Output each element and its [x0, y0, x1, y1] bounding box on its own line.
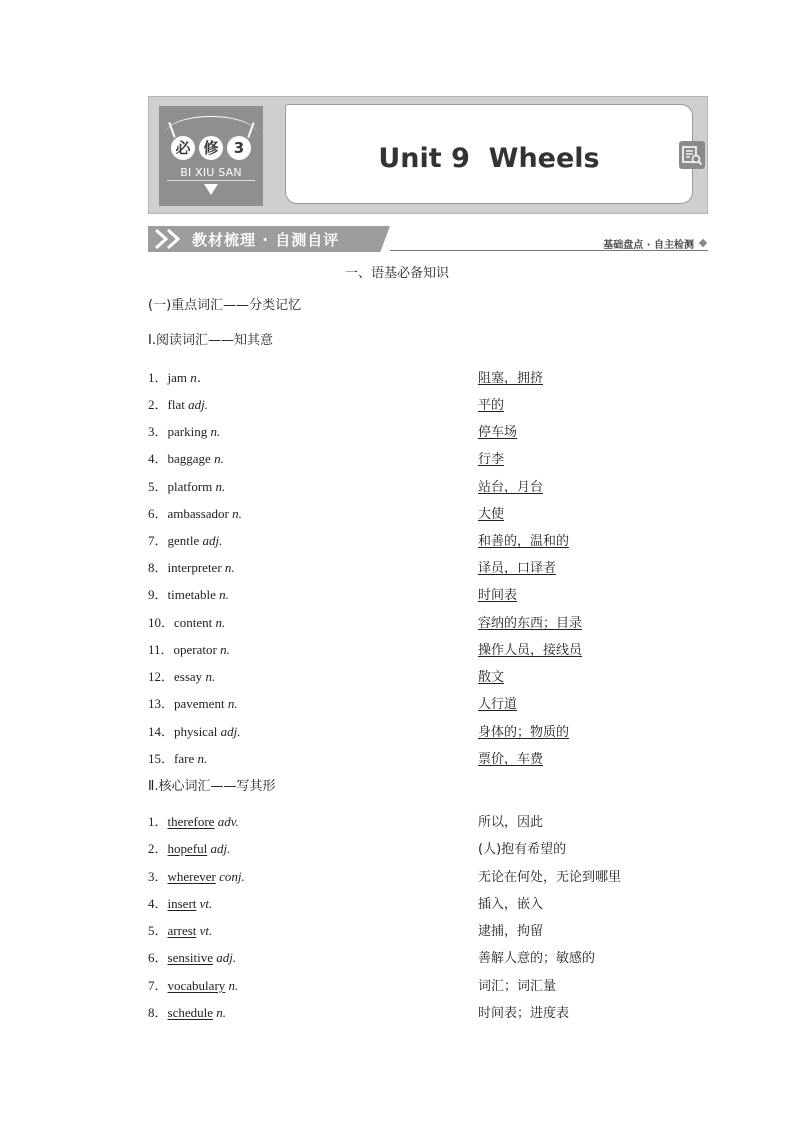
- vocab-english: [148, 748, 207, 767]
- item-number: 2．: [148, 841, 168, 856]
- part-of-speech: n.: [210, 424, 221, 439]
- badge-char: 修: [199, 136, 223, 160]
- vocab-row: [148, 394, 668, 412]
- part-of-speech: n.: [205, 669, 216, 684]
- vocab-row: [148, 584, 668, 602]
- vocab-row: [148, 367, 668, 385]
- vocab-word: parking: [167, 424, 208, 439]
- vocab-word: content: [174, 615, 213, 630]
- unit-banner: [148, 96, 708, 214]
- vocab-row: [148, 639, 668, 657]
- vocab-word: baggage: [167, 451, 211, 466]
- vocab-word: flat: [167, 397, 185, 412]
- part-of-speech: adj.: [202, 533, 223, 548]
- vocab-meaning: 平的: [478, 398, 505, 413]
- vocab-word: operator: [173, 642, 217, 657]
- vocab-meaning: 插入，嵌入: [478, 897, 544, 912]
- section-title-part: 自评: [307, 231, 340, 249]
- part-of-speech: adj.: [210, 841, 231, 856]
- vocab-row: [148, 476, 668, 494]
- vocab-english: [148, 693, 238, 712]
- vocab-row: [148, 811, 668, 829]
- vocab-row: [148, 893, 668, 911]
- badge-pinyin: BI XIU SAN: [180, 166, 242, 179]
- section-title-part: 测: [291, 231, 308, 249]
- vocab-row: [148, 693, 668, 711]
- item-number: 9．: [148, 587, 168, 602]
- book-search-icon[interactable]: [679, 141, 705, 169]
- group-heading-reading: Ⅰ.阅读词汇——知其意: [148, 333, 273, 348]
- badge-triangle-icon: [204, 184, 218, 195]
- vocab-meaning: 操作人员，接线员: [478, 643, 583, 658]
- section-title-part: 梳理: [224, 231, 257, 249]
- vocab-english: [148, 893, 212, 912]
- vocab-english: [148, 448, 224, 467]
- double-chevron-icon: [152, 228, 192, 250]
- vocab-english: [148, 394, 208, 413]
- vocab-word: sensitive: [167, 950, 214, 965]
- part-of-speech: adj.: [216, 950, 237, 965]
- vocab-row: [148, 838, 668, 856]
- part-of-speech: conj.: [219, 869, 245, 884]
- vocab-english: [148, 557, 235, 576]
- vocab-english: [148, 476, 225, 495]
- main-heading: 一、语基必备知识: [344, 266, 449, 281]
- badge-char: 3: [227, 136, 251, 160]
- item-number: 10．: [148, 615, 175, 630]
- vocab-word: schedule: [167, 1005, 213, 1020]
- vocab-row: [148, 721, 668, 739]
- vocab-word: arrest: [167, 923, 197, 938]
- vocab-row: [148, 421, 668, 439]
- item-number: 8．: [148, 1005, 168, 1020]
- vocab-meaning: 和善的，温和的: [478, 534, 570, 549]
- subheading: (一)重点词汇——分类记忆: [148, 298, 302, 313]
- vocab-row: [148, 866, 668, 884]
- item-number: 1．: [148, 370, 168, 385]
- vocab-word: pavement: [174, 696, 225, 711]
- part-of-speech: n.: [197, 751, 208, 766]
- vocab-meaning: 人行道: [478, 697, 518, 712]
- vocab-meaning: 大使: [478, 507, 505, 522]
- part-of-speech: adj.: [188, 397, 208, 412]
- item-number: 5．: [148, 479, 168, 494]
- vocab-row: [148, 1002, 668, 1020]
- vocab-row: [148, 530, 668, 548]
- vocab-word: ambassador: [167, 506, 229, 521]
- section-title-part: 自: [275, 231, 292, 249]
- vocab-english: [148, 811, 239, 830]
- item-number: 12．: [148, 669, 175, 684]
- vocab-meaning: 容纳的东西；目录: [478, 616, 583, 631]
- vocab-row: [148, 947, 668, 965]
- vocab-meaning: 票价，车费: [478, 752, 544, 767]
- item-number: 14．: [148, 724, 175, 739]
- part-of-speech: n.: [220, 642, 230, 657]
- part-of-speech: n.: [216, 1005, 226, 1020]
- vocab-row: [148, 612, 668, 630]
- vocab-meaning: 译员，口译者: [478, 561, 557, 576]
- vocab-meaning: 身体的；物质的: [478, 725, 570, 740]
- item-number: 3．: [148, 869, 168, 884]
- badge-char: 必: [171, 136, 195, 160]
- badge-divider: [167, 180, 255, 181]
- part-of-speech: n.: [214, 451, 224, 466]
- part-of-speech: adj.: [220, 724, 241, 739]
- item-number: 11．: [148, 642, 174, 657]
- item-number: 13．: [148, 696, 175, 711]
- vocab-row: [148, 448, 668, 466]
- part-of-speech: n.: [227, 696, 238, 711]
- vocab-english: [148, 838, 230, 857]
- part-of-speech: adv.: [217, 814, 239, 829]
- section-header-bar: [148, 226, 708, 254]
- section-title-part: 材: [208, 231, 225, 249]
- vocab-english: [148, 612, 225, 631]
- section-title-dot: ·: [262, 231, 269, 249]
- item-number: 6．: [148, 506, 168, 521]
- item-number: 8．: [148, 560, 168, 575]
- vocab-meaning: 阻塞，拥挤: [478, 371, 544, 386]
- vocab-row: [148, 975, 668, 993]
- vocab-meaning: 站台，月台: [478, 480, 544, 495]
- vocab-meaning: 善解人意的；敏感的: [478, 951, 596, 966]
- vocab-row: [148, 920, 668, 938]
- unit-title-box: [285, 104, 693, 204]
- badge-arc-decoration: [165, 116, 257, 134]
- vocab-english: [148, 530, 222, 549]
- vocab-english: [148, 920, 212, 939]
- vocab-word: therefore: [167, 814, 215, 829]
- item-number: 3．: [148, 424, 168, 439]
- vocab-row: [148, 748, 668, 766]
- part-of-speech: vt.: [199, 923, 213, 938]
- section-title: [192, 229, 339, 250]
- diamond-icon: [699, 239, 707, 247]
- part-of-speech: n.: [215, 615, 226, 630]
- compulsory-badge: [159, 106, 263, 206]
- vocab-english: [148, 1002, 226, 1021]
- vocab-english: [148, 947, 236, 966]
- vocab-english: [148, 975, 238, 994]
- vocab-row: [148, 666, 668, 684]
- part-of-speech: n.: [232, 506, 242, 521]
- vocab-english: [148, 584, 229, 603]
- vocab-meaning: 时间表；进度表: [478, 1006, 570, 1021]
- vocab-word: timetable: [167, 587, 216, 602]
- vocab-english: [148, 503, 242, 522]
- part-of-speech: n.: [228, 978, 239, 993]
- vocab-row: [148, 503, 668, 521]
- item-number: 4．: [148, 451, 168, 466]
- vocab-word: essay: [174, 669, 203, 684]
- part-of-speech: vt.: [199, 896, 213, 911]
- part-of-speech: n．: [190, 370, 210, 385]
- item-number: 2．: [148, 397, 168, 412]
- vocab-word: physical: [174, 724, 218, 739]
- vocab-word: hopeful: [167, 841, 208, 856]
- vocab-meaning: 停车场: [478, 425, 518, 440]
- vocab-word: gentle: [167, 533, 200, 548]
- part-of-speech: n.: [215, 479, 226, 494]
- section-title-part: 教: [192, 231, 209, 249]
- item-number: 1．: [148, 814, 168, 829]
- item-number: 7．: [148, 533, 168, 548]
- vocab-word: vocabulary: [167, 978, 226, 993]
- vocab-english: [148, 367, 210, 386]
- vocab-english: [148, 866, 245, 885]
- vocab-word: platform: [167, 479, 213, 494]
- vocab-english: [148, 666, 215, 685]
- part-of-speech: n.: [224, 560, 235, 575]
- vocab-word: fare: [174, 751, 195, 766]
- vocab-word: jam: [167, 370, 188, 385]
- vocab-meaning: (人)抱有希望的: [478, 842, 567, 857]
- vocab-meaning: 时间表: [478, 588, 518, 603]
- item-number: 7．: [148, 978, 168, 993]
- page-title: Unit 9 Wheels: [378, 143, 600, 174]
- vocab-meaning: 无论在何处，无论到哪里: [478, 870, 622, 885]
- vocab-meaning: 所以，因此: [478, 815, 544, 830]
- badge-characters: [171, 136, 251, 160]
- item-number: 6．: [148, 950, 168, 965]
- section-subtitle: 基础盘点 · 自主检测: [603, 240, 694, 251]
- vocab-english: [148, 721, 240, 740]
- vocab-meaning: 散文: [478, 670, 505, 685]
- vocab-word: insert: [167, 896, 197, 911]
- vocab-english: [148, 639, 230, 658]
- vocab-meaning: 词汇；词汇量: [478, 979, 557, 994]
- item-number: 4．: [148, 896, 168, 911]
- vocab-meaning: 行李: [478, 452, 505, 467]
- group-heading-core: Ⅱ.核心词汇——写其形: [148, 779, 276, 794]
- part-of-speech: n.: [219, 587, 229, 602]
- item-number: 5．: [148, 923, 168, 938]
- vocab-meaning: 逮捕，拘留: [478, 924, 544, 939]
- item-number: 15．: [148, 751, 175, 766]
- vocab-row: [148, 557, 668, 575]
- vocab-word: interpreter: [167, 560, 222, 575]
- vocab-english: [148, 421, 220, 440]
- vocab-word: wherever: [167, 869, 216, 884]
